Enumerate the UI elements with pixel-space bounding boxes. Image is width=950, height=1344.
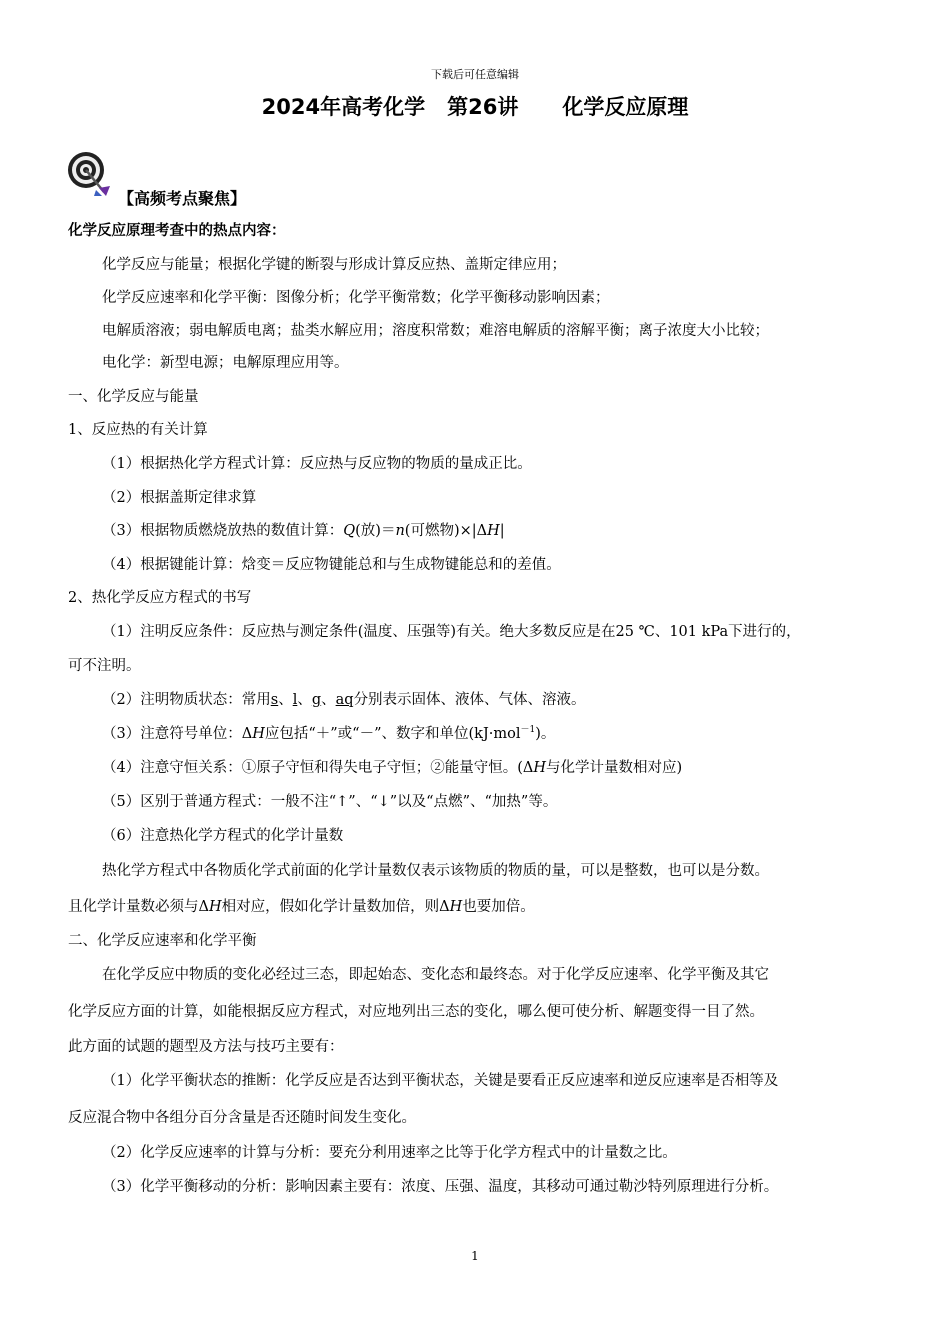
hot-topic-item: 化学反应速率和化学平衡：图像分析；化学平衡常数；化学平衡移动影响因素；	[102, 290, 610, 306]
list-item: （1）注明反应条件：反应热与测定条件(温度、压强等)有关。绝大多数反应是在25 ℃、101 kPa下进行的，	[102, 624, 801, 640]
target-dart-icon	[66, 150, 114, 198]
list-item: （3）化学平衡移动的分析：影响因素主要有：浓度、压强、温度，其移动可通过勒沙特列原理进行分析。	[102, 1179, 779, 1195]
hot-topic-item: 电解质溶液；弱电解质电离；盐类水解应用；溶度积常数；难溶电解质的溶解平衡；离子浓度大小比较；	[102, 323, 769, 339]
hot-topics-heading: 化学反应原理考查中的热点内容：	[68, 223, 286, 239]
paragraph: 热化学方程式中各物质化学式前面的化学计量数仅表示该物质的物质的量，可以是整数，也可以是分数。	[102, 863, 769, 879]
list-item: （1）根据热化学方程式计算：反应热与反应物的物质的量成正比。	[102, 456, 532, 472]
title-part-year: 2024年高考化学	[261, 95, 426, 119]
list-item: （3）注意符号单位：ΔH应包括“＋”或“－”、数字和单位(kJ·mol$^{-1}$)。	[102, 725, 556, 742]
paragraph: 在化学反应中物质的变化必经过三态，即起始态、变化态和最终态。对于化学反应速率、化学平衡及其它	[102, 967, 769, 983]
paragraph: 且化学计量数必须与ΔH相对应，假如化学计量数加倍，则ΔH也要加倍。	[68, 899, 535, 915]
title-part-lecture: 第26讲	[447, 95, 519, 119]
part1-s1-heading: 1、反应热的有关计算	[68, 422, 208, 438]
list-item: （2）化学反应速率的计算与分析：要充分利用速率之比等于化学方程式中的计量数之比。	[102, 1145, 677, 1161]
paragraph-continued: 化学反应方面的计算，如能根据反应方程式，对应地列出三态的变化，哪么便可使分析、解题变得一目了然。	[68, 1004, 764, 1020]
part1-s2-heading: 2、热化学反应方程式的书写	[68, 590, 252, 606]
hot-topic-item: 电化学：新型电源；电解原理应用等。	[102, 355, 349, 371]
list-item: （6）注意热化学方程式的化学计量数	[102, 828, 344, 844]
part1-heading: 一、化学反应与能量	[68, 389, 199, 405]
page-title	[0, 91, 950, 121]
list-item: （3）根据物质燃烧放热的数值计算：Q(放)＝n(可燃物)×|ΔH|	[102, 523, 505, 539]
section-heading: 【高频考点聚焦】	[118, 189, 247, 208]
list-item: （2）注明物质状态：常用s、l、g、aq分别表示固体、液体、气体、溶液。	[102, 692, 586, 708]
list-item: （2）根据盖斯定律求算	[102, 490, 257, 506]
hot-topic-item: 化学反应与能量；根据化学键的断裂与形成计算反应热、盖斯定律应用；	[102, 257, 566, 273]
part2-heading: 二、化学反应速率和化学平衡	[68, 933, 257, 949]
list-item-continued: 反应混合物中各组分百分含量是否还随时间发生变化。	[68, 1110, 416, 1126]
list-item-continued: 可不注明。	[68, 658, 141, 674]
list-item: （1）化学平衡状态的推断：化学反应是否达到平衡状态，关键是要看正反应速率和逆反应速率是否相等及	[102, 1073, 779, 1089]
list-item: （5）区别于普通方程式：一般不注“↑”、“↓”以及“点燃”、“加热”等。	[102, 794, 558, 810]
list-item: （4）注意守恒关系：①原子守恒和得失电子守恒；②能量守恒。(ΔH与化学计量数相对应)	[102, 760, 683, 776]
header-note: 下载后可任意编辑	[431, 68, 519, 81]
list-item: （4）根据键能计算：焓变＝反应物键能总和与生成物键能总和的差值。	[102, 557, 561, 573]
paragraph-continued: 此方面的试题的题型及方法与技巧主要有：	[68, 1039, 344, 1055]
page-number: 1	[471, 1249, 479, 1263]
title-part-topic: 化学反应原理	[562, 95, 689, 119]
